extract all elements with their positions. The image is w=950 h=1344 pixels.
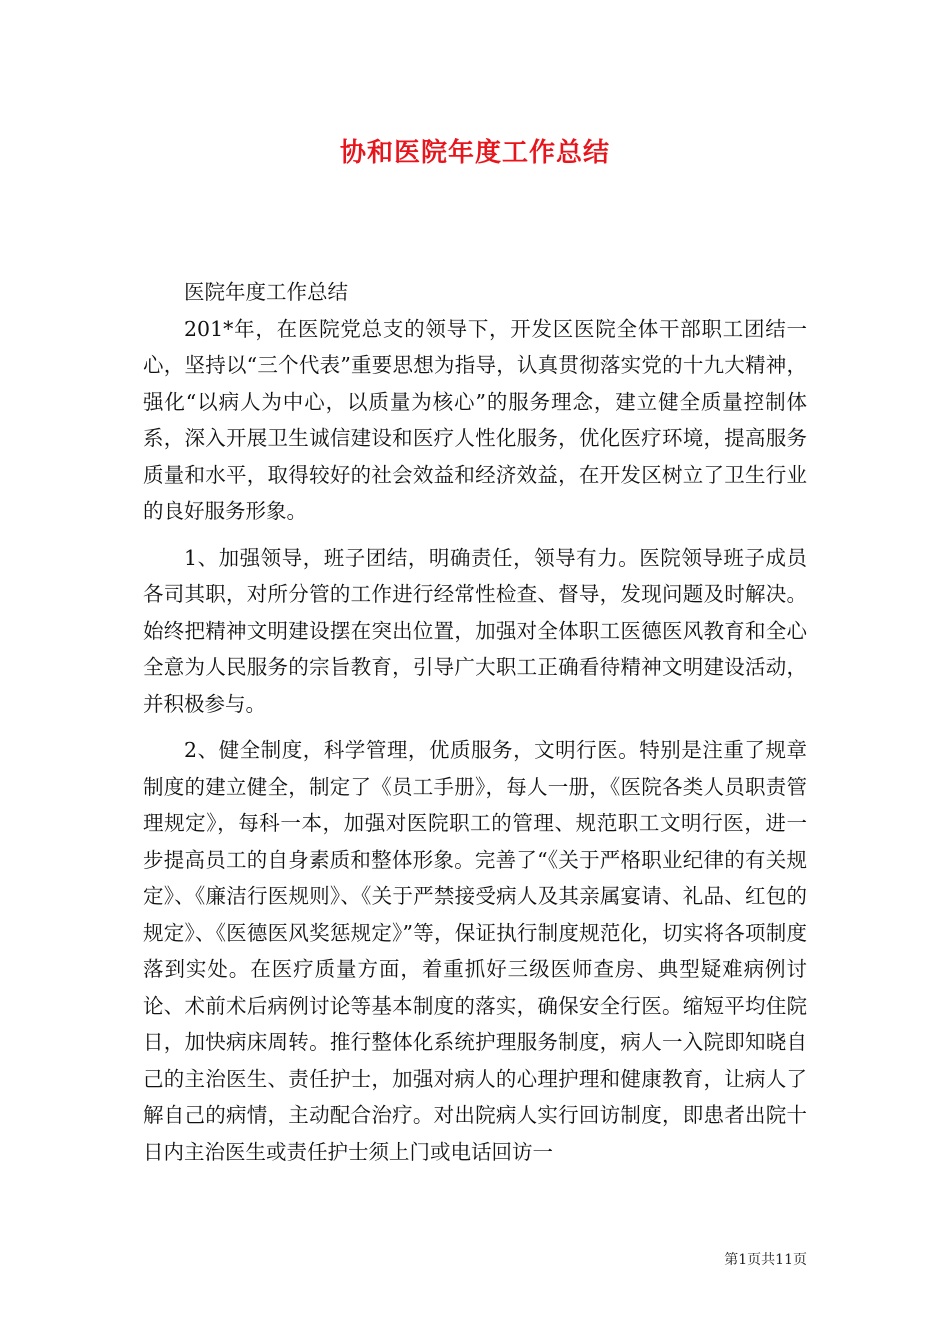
paragraph-point-2: 2、健全制度，科学管理，优质服务，文明行医。特别是注重了规章制度的建立健全，制定了《员工手册》，每人一册，《医院各类人员职责管理规定》，每科一本，加强对医院职工的管理、规范职工文明行医，进一步提高员工的自身素质和整体形象。完善了“《关于严格职业纪律的有关规定》、《廉洁行医规则》、《关于严禁接受病人及其亲属宴请、礼品、红包的规定》、《医德医风奖惩规定》”等，保证执行制度规范化，切实将各项制度落到实处。在医疗质量方面，着重抓好三级医师查房、典型疑难病例讨论、术前术后病例讨论等基本制度的落实，确保安全行医。缩短平均住院日，加快病床周转。推行整体化系统护理服务制度，病人一入院即知晓自己的主治医生、责任护士，加强对病人的心理护理和健康教育，让病人了解自己的病情，主动配合治疗。对出院病人实行回访制度，即患者出院十日内主治医生或责任护士须上门或电话回访一 — [143, 738, 807, 1164]
document-title: 协和医院年度工作总结 — [339, 138, 610, 168]
paragraph-point-1: 1、加强领导，班子团结，明确责任，领导有力。医院领导班子成员各司其职，对所分管的工作进行经常性检查、督导，发现问题及时解决。始终把精神文明建设摆在突出位置，加强对全体职工医德医风教育和全心全意为人民服务的宗旨教育，引导广大职工正确看待精神文明建设活动，并积极参与。 — [143, 545, 807, 716]
page-number: 第1页共11页 — [724, 1252, 807, 1268]
paragraph-intro: 201*年，在医院党总支的领导下，开发区医院全体干部职工团结一心，坚持以“三个代表”重要思想为指导，认真贯彻落实党的十九大精神，强化“以病人为中心，以质量为核心”的服务理念，建立健全质量控制体系，深入开展卫生诚信建设和医疗人性化服务，优化医疗环境，提高服务质量和水平，取得较好的社会效益和经济效益，在开发区树立了卫生行业的良好服务形象。 — [143, 316, 807, 523]
section-heading: 医院年度工作总结 — [184, 280, 348, 304]
document-body — [143, 274, 807, 1170]
